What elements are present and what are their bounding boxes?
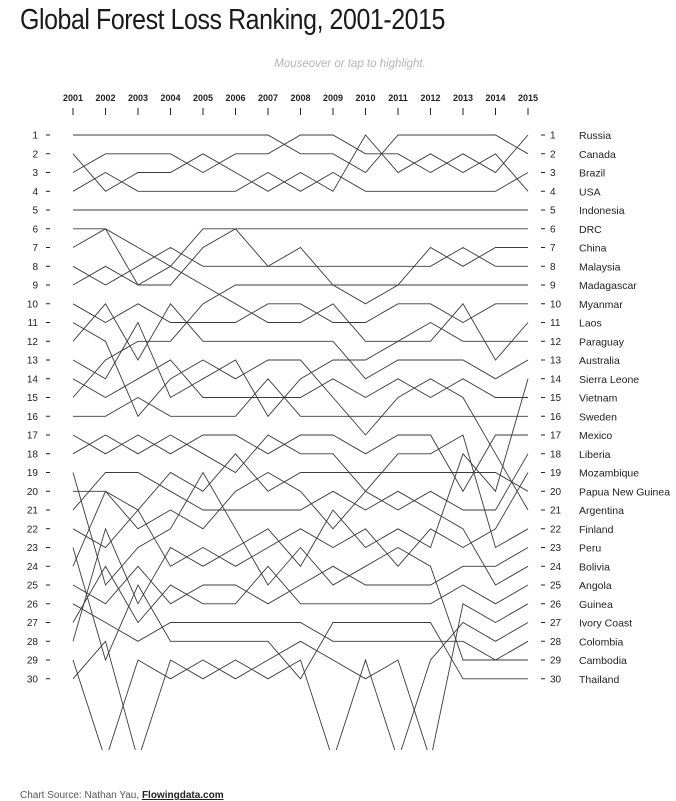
- country-label-guinea[interactable]: Guinea: [579, 598, 613, 611]
- country-label-madagascar[interactable]: Madagascar: [579, 280, 637, 292]
- right-rank-label-20: 20: [550, 486, 562, 498]
- right-rank-label-25: 25: [550, 580, 562, 592]
- year-label-2011: 2011: [388, 93, 408, 103]
- left-rank-label-23: 23: [26, 543, 38, 554]
- year-label-2002: 2002: [95, 93, 116, 103]
- right-rank-label-11: 11: [550, 318, 561, 329]
- country-label-finland[interactable]: Finland: [579, 523, 614, 536]
- country-label-australia[interactable]: Australia: [579, 355, 620, 367]
- right-rank-label-13: 13: [550, 355, 562, 367]
- country-label-indonesia[interactable]: Indonesia: [579, 205, 625, 217]
- country-label-canada[interactable]: Canada: [579, 148, 616, 161]
- right-rank-label-30: 30: [550, 674, 562, 686]
- year-label-2004: 2004: [160, 93, 181, 103]
- series-line-malaysia[interactable]: [73, 248, 528, 286]
- year-label-2009: 2009: [322, 93, 344, 103]
- right-rank-label-4: 4: [550, 186, 556, 198]
- year-label-2001: 2001: [62, 93, 84, 103]
- left-rank-label-17: 17: [26, 430, 38, 442]
- left-rank-label-15: 15: [26, 393, 38, 404]
- left-rank-label-7: 7: [32, 243, 38, 254]
- left-rank-label-21: 21: [26, 505, 38, 517]
- left-rank-label-16: 16: [26, 411, 38, 423]
- right-rank-axis: [541, 131, 562, 686]
- country-label-malaysia[interactable]: Malaysia: [579, 261, 621, 274]
- series-line-brazil[interactable]: [73, 173, 528, 192]
- left-rank-label-14: 14: [26, 374, 38, 386]
- year-label-2014: 2014: [485, 93, 506, 103]
- left-rank-label-27: 27: [26, 618, 38, 629]
- country-label-usa[interactable]: USA: [579, 186, 601, 199]
- country-label-mozambique[interactable]: Mozambique: [579, 467, 640, 480]
- year-label-2008: 2008: [290, 93, 311, 103]
- right-rank-label-22: 22: [550, 524, 562, 536]
- right-rank-label-12: 12: [550, 336, 562, 348]
- left-rank-label-24: 24: [26, 561, 38, 573]
- right-rank-label-16: 16: [550, 411, 562, 423]
- right-rank-label-14: 14: [550, 374, 562, 386]
- right-rank-label-6: 6: [550, 224, 556, 236]
- left-rank-label-5: 5: [32, 205, 38, 217]
- right-rank-label-2: 2: [550, 149, 556, 161]
- country-label-argentina[interactable]: Argentina: [579, 505, 624, 517]
- right-rank-label-24: 24: [550, 561, 562, 573]
- right-rank-label-3: 3: [550, 168, 556, 179]
- year-label-2010: 2010: [355, 93, 376, 103]
- left-rank-label-3: 3: [32, 168, 38, 179]
- year-label-2007: 2007: [257, 93, 279, 103]
- left-rank-label-28: 28: [26, 636, 38, 648]
- country-label-brazil[interactable]: Brazil: [579, 167, 606, 180]
- left-rank-label-8: 8: [32, 261, 38, 273]
- right-rank-label-5: 5: [550, 205, 556, 217]
- right-rank-label-29: 29: [550, 655, 562, 667]
- left-rank-label-10: 10: [26, 299, 38, 311]
- left-rank-label-18: 18: [26, 449, 38, 461]
- left-rank-label-2: 2: [32, 149, 38, 161]
- chart-source: [20, 790, 224, 801]
- country-label-drc[interactable]: DRC: [579, 223, 602, 236]
- left-rank-label-20: 20: [26, 486, 38, 498]
- left-rank-label-4: 4: [32, 186, 38, 198]
- page-title: Global Forest Loss Ranking, 2001-2015: [20, 4, 445, 36]
- series-line-peru[interactable]: [73, 548, 528, 604]
- series-line-ivory-coast[interactable]: [73, 623, 528, 761]
- year-label-2005: 2005: [192, 93, 214, 103]
- left-rank-label-1: 1: [32, 130, 38, 142]
- left-rank-label-22: 22: [26, 524, 38, 536]
- left-rank-label-19: 19: [26, 468, 38, 479]
- country-label-russia[interactable]: Russia: [579, 130, 612, 142]
- right-rank-label-7: 7: [550, 243, 556, 254]
- left-rank-label-6: 6: [32, 224, 38, 236]
- country-label-liberia[interactable]: Liberia: [579, 448, 611, 461]
- right-rank-label-8: 8: [550, 261, 556, 273]
- right-rank-label-10: 10: [550, 299, 562, 311]
- left-rank-label-25: 25: [26, 580, 38, 592]
- country-label-paraguay[interactable]: Paraguay: [579, 336, 624, 349]
- right-rank-label-9: 9: [550, 280, 556, 292]
- left-rank-label-13: 13: [26, 355, 38, 367]
- country-label-peru[interactable]: Peru: [579, 542, 602, 555]
- year-axis: [63, 93, 538, 115]
- right-rank-label-26: 26: [550, 599, 562, 611]
- series-line-thailand[interactable]: [73, 548, 528, 679]
- country-label-bolivia[interactable]: Bolivia: [579, 561, 610, 574]
- left-rank-label-30: 30: [26, 674, 38, 686]
- country-label-laos[interactable]: Laos: [579, 317, 602, 330]
- country-label-china[interactable]: China: [579, 242, 607, 255]
- country-label-sierra-leone[interactable]: Sierra Leone: [579, 373, 640, 386]
- left-rank-axis: [27, 131, 50, 686]
- series-line-myanmar[interactable]: [73, 304, 528, 323]
- right-rank-label-21: 21: [550, 505, 562, 517]
- country-label-vietnam[interactable]: Vietnam: [579, 392, 618, 405]
- country-label-thailand[interactable]: Thailand: [579, 673, 620, 686]
- country-label-angola[interactable]: Angola: [579, 580, 612, 592]
- source-label: Chart Source: Nathan Yau,: [20, 790, 140, 801]
- left-rank-label-11: 11: [27, 318, 38, 329]
- left-rank-label-26: 26: [26, 599, 38, 611]
- right-rank-label-17: 17: [550, 430, 562, 442]
- right-rank-label-1: 1: [550, 130, 556, 142]
- country-label-colombia[interactable]: Colombia: [579, 636, 624, 649]
- country-label-papua-new-guinea[interactable]: Papua New Guinea: [579, 486, 671, 499]
- series-lines[interactable]: [73, 135, 528, 760]
- series-line-guinea[interactable]: [73, 604, 528, 760]
- left-rank-label-29: 29: [26, 655, 38, 667]
- chart-subtitle: Mouseover or tap to highlight.: [274, 58, 426, 70]
- right-rank-label-27: 27: [550, 618, 562, 629]
- left-rank-label-9: 9: [32, 280, 38, 292]
- left-rank-label-12: 12: [26, 336, 38, 348]
- series-line-usa[interactable]: [73, 135, 528, 191]
- series-line-angola[interactable]: [73, 566, 528, 622]
- country-label-ivory-coast[interactable]: Ivory Coast: [579, 617, 633, 630]
- country-labels[interactable]: [579, 130, 670, 686]
- year-label-2013: 2013: [452, 93, 474, 103]
- right-rank-label-18: 18: [550, 449, 562, 461]
- year-label-2012: 2012: [420, 93, 441, 103]
- country-label-mexico[interactable]: Mexico: [579, 430, 613, 442]
- country-label-sweden[interactable]: Sweden: [579, 411, 617, 424]
- year-label-2003: 2003: [127, 93, 149, 103]
- source-link[interactable]: Flowingdata.com: [141, 790, 224, 801]
- year-label-2015: 2015: [517, 93, 539, 103]
- right-rank-label-23: 23: [550, 543, 562, 554]
- right-rank-label-19: 19: [550, 468, 562, 479]
- year-label-2006: 2006: [225, 93, 246, 103]
- right-rank-label-28: 28: [550, 636, 562, 648]
- right-rank-label-15: 15: [550, 393, 562, 404]
- country-label-cambodia[interactable]: Cambodia: [579, 655, 627, 667]
- country-label-myanmar[interactable]: Myanmar: [579, 298, 623, 311]
